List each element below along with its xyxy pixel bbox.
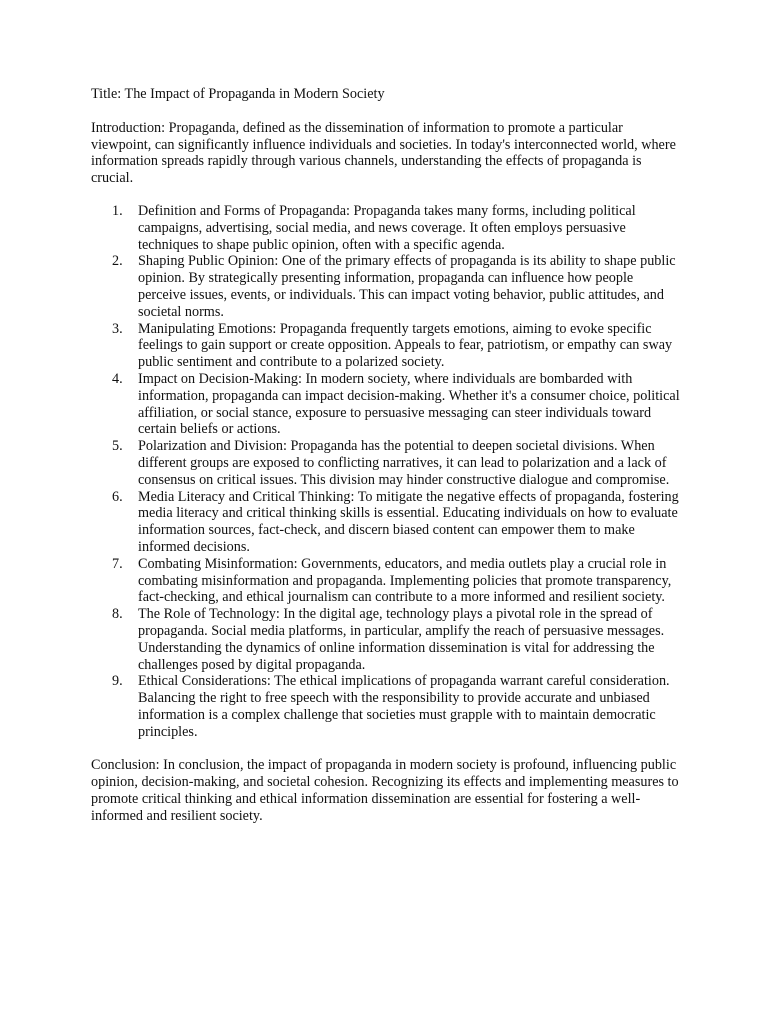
list-item-text: Polarization and Division: Propaganda has the potential to deepen societal divisions. When different groups are exposed to conflicting narratives, it can lead to polarization and a lack of consensus on critical issues. This division may hinder constructive dialogue and compromise. (138, 438, 670, 488)
conclusion-paragraph: Conclusion: In conclusion, the impact of propaganda in modern society is profound, influencing public opinion, decision-making, and societal cohesion. Recognizing its effects and implementing measures to promote critical thinking and ethical information dissemination are essential for fostering a well-informed and resilient society. (91, 757, 679, 824)
document-title: Title: The Impact of Propaganda in Modern Society (91, 86, 385, 102)
list-item-number: 4. (112, 370, 123, 387)
list-item-number: 3. (112, 320, 123, 337)
list-item (91, 489, 681, 556)
list-item (91, 673, 681, 740)
document-page (91, 86, 681, 825)
list-item (91, 606, 681, 673)
list-item-text: Ethical Considerations: The ethical implications of propaganda warrant careful consideration. Balancing the right to free speech with the responsibility to provide accurate and unbiased information is a complex challenge that societies must grapple with to maintain democratic principles. (138, 673, 670, 740)
list-item-text: Definition and Forms of Propaganda: Propaganda takes many forms, including political campaigns, advertising, social media, and news coverage. It often employs persuasive techniques to shape public opinion, often with a specific agenda. (138, 202, 636, 253)
introduction-paragraph: Introduction: Propaganda, defined as the dissemination of information to promote a particular viewpoint, can significantly influence individuals and societies. In today's interconnected world, where information spreads rapidly through various channels, understanding the effects of propaganda is crucial. (91, 119, 676, 187)
list-item-text: Media Literacy and Critical Thinking: To mitigate the negative effects of propaganda, fostering media literacy and critical thinking skills is essential. Educating individuals on how to evaluate information sources, fact-check, and discern biased content can empower them to make informed decisions. (138, 488, 679, 555)
list-item-text: Combating Misinformation: Governments, educators, and media outlets play a crucial role in combating misinformation and propaganda. Implementing policies that promote transparency, fact-checking, and ethical journalism can contribute to a more informed and resilient society. (138, 555, 672, 606)
list-item-number: 7. (112, 555, 123, 572)
list-item-text: Manipulating Emotions: Propaganda frequently targets emotions, aiming to evoke specific feelings to gain support or create opposition. Appeals to fear, patriotism, or empathy can sway public sentiment and contribute to a polarized society. (138, 320, 673, 371)
list-item (91, 203, 681, 253)
list-item (91, 556, 681, 606)
list-item (91, 438, 681, 488)
numbered-list (91, 203, 681, 741)
list-item (91, 321, 681, 371)
list-item-number: 6. (112, 488, 123, 505)
list-item (91, 253, 681, 320)
list-item-text: The Role of Technology: In the digital age, technology plays a pivotal role in the spread of propaganda. Social media platforms, in particular, amplify the reach of persuasive messages. Understanding the dynamics of online information dissemination is vital for addressing the challenges posed by digital propaganda. (138, 606, 665, 673)
list-item-number: 1. (112, 202, 123, 219)
list-item-number: 9. (112, 673, 123, 690)
list-item-number: 8. (112, 606, 123, 623)
list-item-number: 2. (112, 253, 123, 270)
list-item-text: Shaping Public Opinion: One of the primary effects of propaganda is its ability to shape public opinion. By strategically presenting information, propaganda can influence how people perceive issues, events, or individuals. This can impact voting behavior, public attitudes, and societal norms. (138, 253, 676, 320)
list-item (91, 371, 681, 438)
list-item-text: Impact on Decision-Making: In modern society, where individuals are bombarded with information, propaganda can impact decision-making. Whether it's a consumer choice, political affiliation, or social stance, exposure to persuasive messaging can steer individuals toward certain beliefs or actions. (138, 370, 680, 438)
list-item-number: 5. (112, 438, 123, 455)
